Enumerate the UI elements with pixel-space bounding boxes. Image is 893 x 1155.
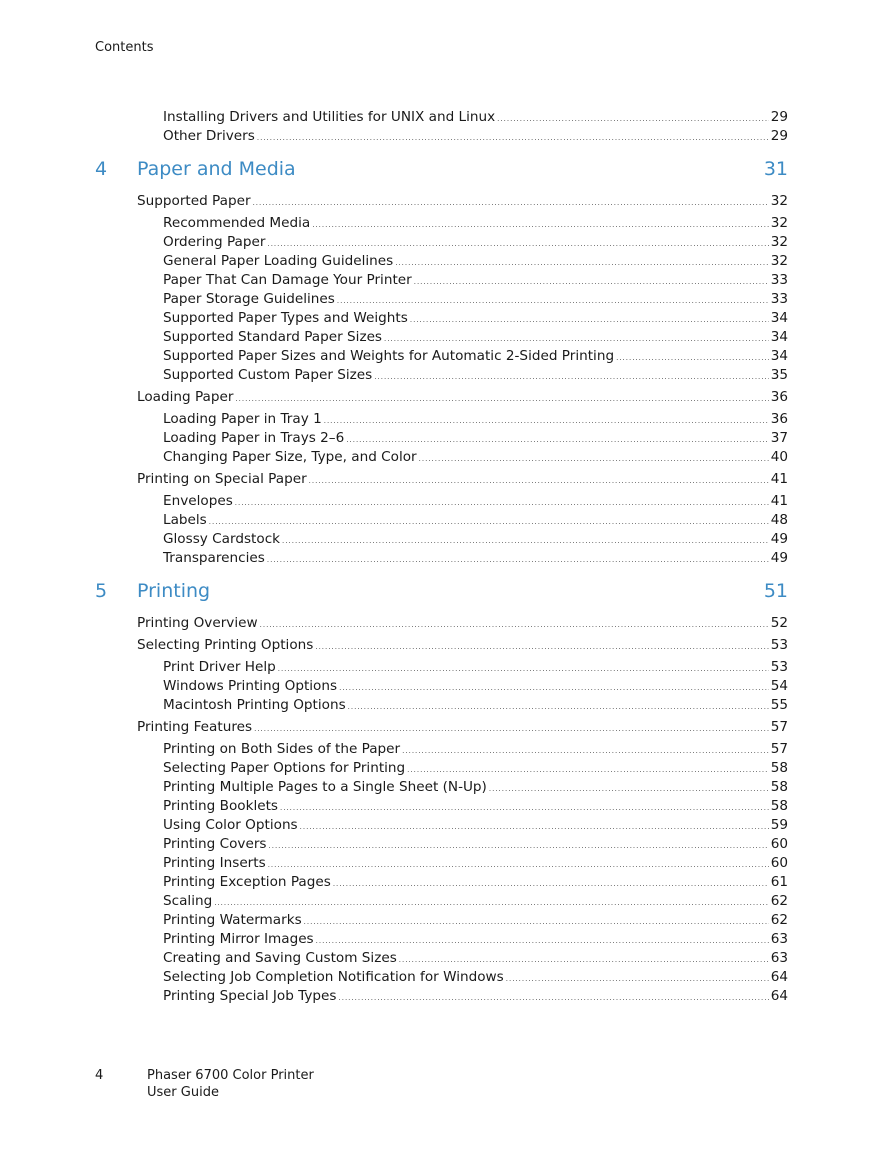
dot-leader xyxy=(419,450,769,469)
dot-leader xyxy=(324,412,769,431)
entry-title: Printing Exception Pages xyxy=(163,874,331,890)
entry-title: Scaling xyxy=(163,893,213,909)
dot-leader xyxy=(315,638,768,657)
dot-leader xyxy=(254,720,769,739)
entry-page-number: 49 xyxy=(770,550,788,566)
entry-title: Supported Paper Sizes and Weights for Automatic 2-Sided Printing xyxy=(163,348,615,364)
entry-title: Selecting Paper Options for Printing xyxy=(163,760,406,776)
entry-title: Supported Standard Paper Sizes xyxy=(163,329,383,345)
table-of-contents xyxy=(95,108,788,1006)
dot-leader xyxy=(280,799,769,818)
dot-leader xyxy=(300,818,769,837)
entry-page-number: 63 xyxy=(770,931,788,947)
chapter-page-number: 51 xyxy=(763,580,788,602)
toc-subsection-entry[interactable] xyxy=(95,677,788,696)
entry-title: Transparencies xyxy=(163,550,265,566)
entry-page-number: 32 xyxy=(770,234,788,250)
toc-section-entry[interactable] xyxy=(95,636,788,655)
toc-subsection-entry[interactable] xyxy=(95,892,788,911)
entry-title: Recommended Media xyxy=(163,215,311,231)
chapter-number: 5 xyxy=(95,580,108,602)
toc-subsection-entry[interactable] xyxy=(95,410,788,429)
toc-section-entry[interactable] xyxy=(95,470,788,489)
entry-title: Windows Printing Options xyxy=(163,678,338,694)
entry-title: Supported Paper xyxy=(137,193,251,209)
toc-section-entry[interactable] xyxy=(95,192,788,211)
toc-subsection-entry[interactable] xyxy=(95,127,788,146)
entry-page-number: 58 xyxy=(770,779,788,795)
toc-subsection-entry[interactable] xyxy=(95,911,788,930)
entry-page-number: 34 xyxy=(770,329,788,345)
entry-page-number: 29 xyxy=(770,128,788,144)
entry-title: General Paper Loading Guidelines xyxy=(163,253,394,269)
dot-leader xyxy=(374,368,768,387)
dot-leader xyxy=(268,856,769,875)
toc-subsection-entry[interactable] xyxy=(95,511,788,530)
entry-title: Using Color Options xyxy=(163,817,298,833)
footer-product-name: Phaser 6700 Color Printer xyxy=(147,1068,314,1083)
entry-page-number: 59 xyxy=(770,817,788,833)
entry-page-number: 36 xyxy=(770,389,788,405)
entry-title: Printing Booklets xyxy=(163,798,278,814)
chapter-title: Printing xyxy=(137,580,211,602)
dot-leader xyxy=(339,989,769,1008)
entry-page-number: 36 xyxy=(770,411,788,427)
entry-title: Glossy Cardstock xyxy=(163,531,281,547)
entry-page-number: 40 xyxy=(770,449,788,465)
toc-section-entry[interactable] xyxy=(95,614,788,633)
entry-page-number: 32 xyxy=(770,193,788,209)
entry-page-number: 32 xyxy=(770,253,788,269)
entry-page-number: 49 xyxy=(770,531,788,547)
chapter-number: 4 xyxy=(95,158,108,180)
entry-page-number: 53 xyxy=(770,637,788,653)
entry-page-number: 57 xyxy=(770,741,788,757)
entry-page-number: 48 xyxy=(770,512,788,528)
entry-title: Paper Storage Guidelines xyxy=(163,291,335,307)
entry-page-number: 61 xyxy=(770,874,788,890)
toc-subsection-entry[interactable] xyxy=(95,740,788,759)
entry-title: Printing Mirror Images xyxy=(163,931,314,947)
entry-page-number: 58 xyxy=(770,798,788,814)
footer-product xyxy=(147,1067,314,1101)
entry-title: Printing Overview xyxy=(137,615,258,631)
toc-subsection-entry[interactable] xyxy=(95,873,788,892)
entry-title: Macintosh Printing Options xyxy=(163,697,346,713)
entry-title: Selecting Printing Options xyxy=(137,637,314,653)
dot-leader xyxy=(269,837,769,856)
dot-leader xyxy=(309,472,769,491)
entry-title: Printing Inserts xyxy=(163,855,266,871)
toc-subsection-entry[interactable] xyxy=(95,797,788,816)
footer-page-number: 4 xyxy=(95,1068,104,1083)
entry-page-number: 60 xyxy=(770,836,788,852)
dot-leader xyxy=(348,698,769,717)
entry-title: Paper That Can Damage Your Printer xyxy=(163,272,412,288)
toc-subsection-entry[interactable] xyxy=(95,549,788,568)
dot-leader xyxy=(257,129,769,148)
toc-subsection-entry[interactable] xyxy=(95,696,788,715)
toc-chapter-heading[interactable] xyxy=(95,156,788,182)
dot-leader xyxy=(312,216,768,235)
toc-subsection-entry[interactable] xyxy=(95,448,788,467)
dot-leader xyxy=(506,970,769,989)
entry-page-number: 52 xyxy=(770,615,788,631)
entry-page-number: 63 xyxy=(770,950,788,966)
entry-title: Loading Paper xyxy=(137,389,234,405)
footer-document-type: User Guide xyxy=(147,1085,219,1100)
toc-chapter-heading[interactable] xyxy=(95,578,788,604)
entry-page-number: 41 xyxy=(770,493,788,509)
chapter-title: Paper and Media xyxy=(137,158,296,180)
dot-leader xyxy=(395,254,768,273)
entry-page-number: 57 xyxy=(770,719,788,735)
entry-title: Printing Covers xyxy=(163,836,267,852)
entry-page-number: 34 xyxy=(770,348,788,364)
entry-title: Labels xyxy=(163,512,207,528)
toc-subsection-entry[interactable] xyxy=(95,930,788,949)
entry-page-number: 37 xyxy=(770,430,788,446)
entry-page-number: 29 xyxy=(770,109,788,125)
entry-page-number: 33 xyxy=(770,272,788,288)
toc-subsection-entry[interactable] xyxy=(95,366,788,385)
entry-page-number: 62 xyxy=(770,912,788,928)
dot-leader xyxy=(260,616,769,635)
dot-leader xyxy=(333,875,769,894)
entry-title: Printing on Both Sides of the Paper xyxy=(163,741,401,757)
toc-subsection-entry[interactable] xyxy=(95,309,788,328)
entry-title: Supported Paper Types and Weights xyxy=(163,310,408,326)
entry-page-number: 62 xyxy=(770,893,788,909)
dot-leader xyxy=(402,742,769,761)
entry-title: Installing Drivers and Utilities for UNIX and Linux xyxy=(163,109,496,125)
toc-subsection-entry[interactable] xyxy=(95,968,788,987)
entry-title: Print Driver Help xyxy=(163,659,276,675)
dot-leader xyxy=(235,390,768,409)
entry-title: Printing Special Job Types xyxy=(163,988,337,1004)
toc-subsection-entry[interactable] xyxy=(95,759,788,778)
dot-leader xyxy=(209,513,769,532)
toc-subsection-entry[interactable] xyxy=(95,778,788,797)
entry-title: Envelopes xyxy=(163,493,233,509)
entry-title: Other Drivers xyxy=(163,128,255,144)
entry-title: Loading Paper in Tray 1 xyxy=(163,411,322,427)
dot-leader xyxy=(339,679,769,698)
entry-page-number: 55 xyxy=(770,697,788,713)
toc-subsection-entry[interactable] xyxy=(95,214,788,233)
entry-title: Changing Paper Size, Type, and Color xyxy=(163,449,417,465)
toc-subsection-entry[interactable] xyxy=(95,108,788,127)
entry-title: Printing on Special Paper xyxy=(137,471,307,487)
running-header: Contents xyxy=(95,40,154,55)
toc-subsection-entry[interactable] xyxy=(95,658,788,677)
entry-title: Selecting Job Completion Notification for Windows xyxy=(163,969,504,985)
toc-subsection-entry[interactable] xyxy=(95,233,788,252)
dot-leader xyxy=(278,660,769,679)
dot-leader xyxy=(253,194,769,213)
entry-title: Printing Multiple Pages to a Single Sheet (N-Up) xyxy=(163,779,487,795)
dot-leader xyxy=(497,110,769,129)
dot-leader xyxy=(414,273,769,292)
entry-page-number: 58 xyxy=(770,760,788,776)
toc-section-entry[interactable] xyxy=(95,718,788,737)
dot-leader xyxy=(616,349,769,368)
entry-page-number: 53 xyxy=(770,659,788,675)
toc-subsection-entry[interactable] xyxy=(95,530,788,549)
dot-leader xyxy=(410,311,769,330)
entry-page-number: 64 xyxy=(770,969,788,985)
dot-leader xyxy=(235,494,769,513)
toc-subsection-entry[interactable] xyxy=(95,252,788,271)
toc-subsection-entry[interactable] xyxy=(95,492,788,511)
entry-title: Printing Features xyxy=(137,719,253,735)
entry-page-number: 35 xyxy=(770,367,788,383)
entry-title: Printing Watermarks xyxy=(163,912,302,928)
entry-page-number: 32 xyxy=(770,215,788,231)
toc-subsection-entry[interactable] xyxy=(95,816,788,835)
toc-subsection-entry[interactable] xyxy=(95,987,788,1006)
toc-subsection-entry[interactable] xyxy=(95,347,788,366)
entry-title: Loading Paper in Trays 2–6 xyxy=(163,430,345,446)
entry-page-number: 33 xyxy=(770,291,788,307)
entry-page-number: 34 xyxy=(770,310,788,326)
toc-subsection-entry[interactable] xyxy=(95,290,788,309)
toc-subsection-entry[interactable] xyxy=(95,328,788,347)
toc-subsection-entry[interactable] xyxy=(95,854,788,873)
toc-subsection-entry[interactable] xyxy=(95,271,788,290)
entry-title: Ordering Paper xyxy=(163,234,266,250)
dot-leader xyxy=(489,780,769,799)
entry-page-number: 54 xyxy=(770,678,788,694)
toc-subsection-entry[interactable] xyxy=(95,949,788,968)
entry-title: Creating and Saving Custom Sizes xyxy=(163,950,397,966)
dot-leader xyxy=(267,551,769,570)
dot-leader xyxy=(282,532,769,551)
entry-title: Supported Custom Paper Sizes xyxy=(163,367,373,383)
entry-page-number: 60 xyxy=(770,855,788,871)
chapter-page-number: 31 xyxy=(763,158,788,180)
toc-section-entry[interactable] xyxy=(95,388,788,407)
toc-subsection-entry[interactable] xyxy=(95,835,788,854)
toc-subsection-entry[interactable] xyxy=(95,429,788,448)
entry-page-number: 41 xyxy=(770,471,788,487)
dot-leader xyxy=(304,913,769,932)
entry-page-number: 64 xyxy=(770,988,788,1004)
